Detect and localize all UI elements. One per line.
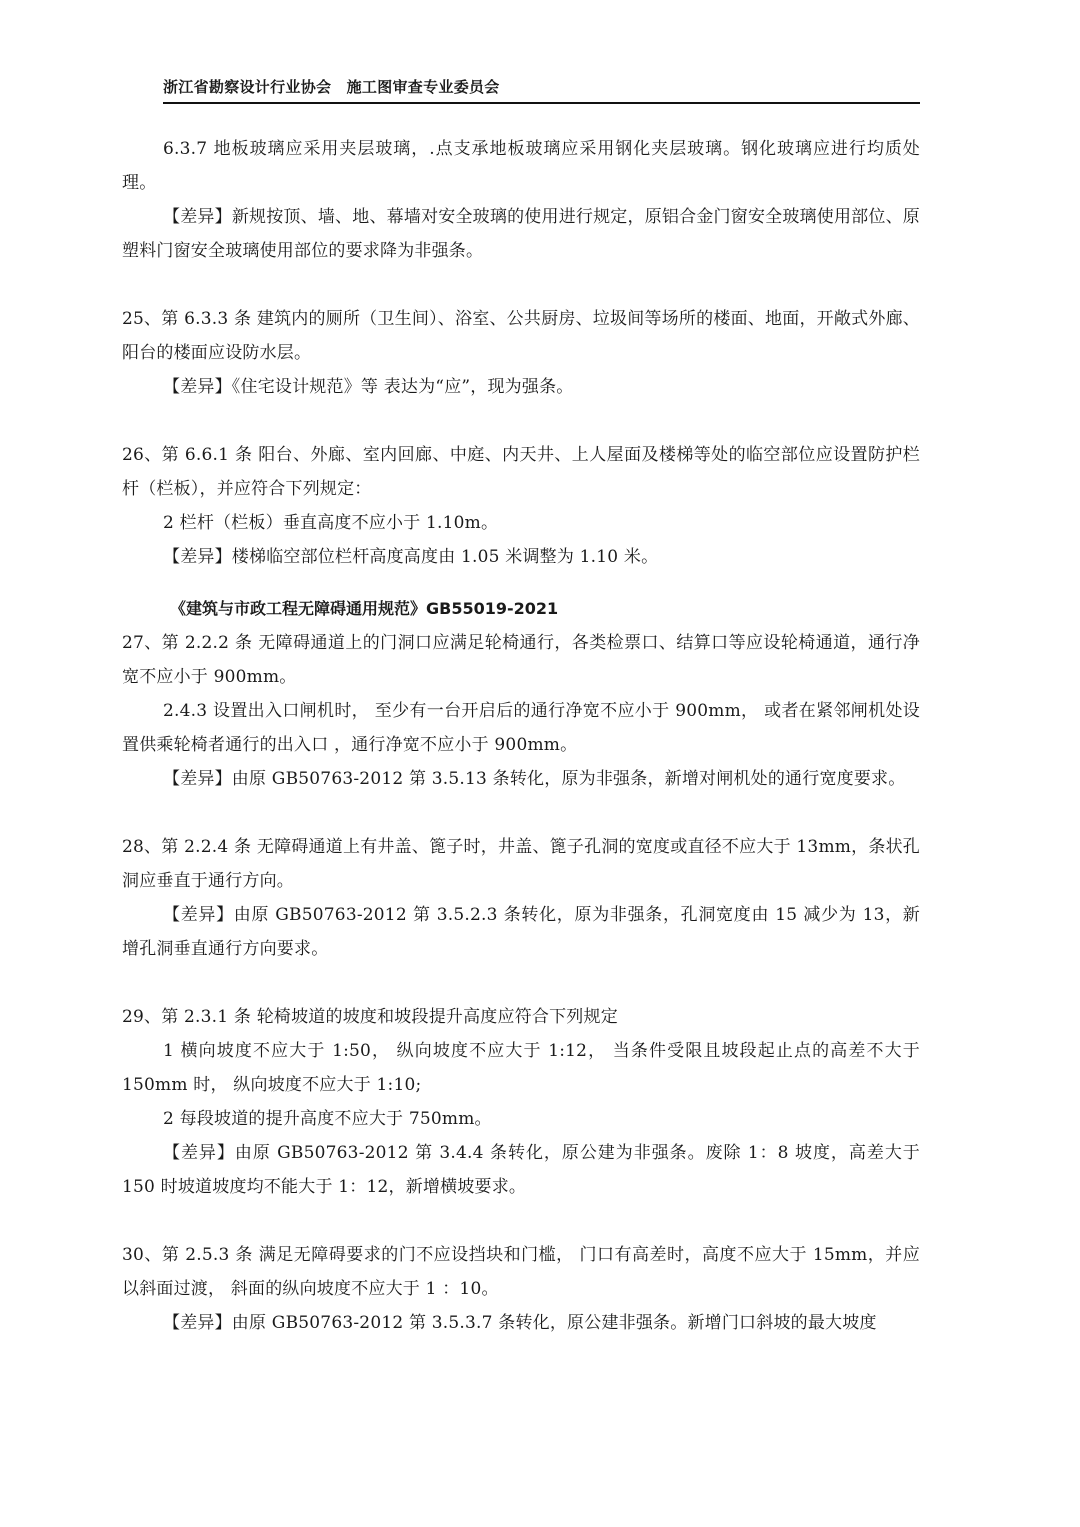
- paragraph: 29、第 2.3.1 条 轮椅坡道的坡度和坡段提升高度应符合下列规定: [122, 1007, 618, 1027]
- paragraph: 【差异】由原 GB50763-2012 第 3.5.2.3 条转化，原为非强条，孔洞宽度由 15 减少为 13，新增孔洞垂直通行方向要求。: [122, 905, 920, 959]
- paragraph: 【差异】《住宅设计规范》等 表达为“应”，现为强条。: [163, 377, 574, 397]
- section-title: 《建筑与市政工程无障碍通用规范》GB55019-2021: [170, 599, 559, 618]
- paragraph: 26、第 6.6.1 条 阳台、外廊、室内回廊、中庭、内天井、上人屋面及楼梯等处的临空部位应设置防护栏杆（栏板），并应符合下列规定：: [122, 445, 920, 499]
- paragraph-gap: [122, 1204, 920, 1238]
- paragraph: 1 横向坡度不应大于 1:50， 纵向坡度不应大于 1:12， 当条件受限且坡段起止点的高差不大于 150mm 时， 纵向坡度不应大于 1:10;: [122, 1041, 920, 1095]
- paragraph-gap: [122, 574, 920, 592]
- paragraph-gap: [122, 796, 920, 830]
- paragraph-gap: [122, 404, 920, 438]
- page-header: [163, 76, 920, 104]
- header-title: 浙江省勘察设计行业协会 施工图审查专业委员会: [163, 78, 500, 96]
- paragraph: 【差异】由原 GB50763-2012 第 3.5.13 条转化，原为非强条，新增对闸机处的通行宽度要求。: [163, 769, 906, 789]
- paragraph-gap: [122, 966, 920, 1000]
- paragraph: 27、第 2.2.2 条 无障碍通道上的门洞口应满足轮椅通行，各类检票口、结算口等应设轮椅通道，通行净宽不应小于 900mm。: [122, 633, 920, 687]
- paragraph: 2.4.3 设置出入口闸机时， 至少有一台开启后的通行净宽不应小于 900mm， 或者在紧邻闸机处设置供乘轮椅者通行的出入口 ，通行净宽不应小于 900mm。: [122, 701, 920, 755]
- paragraph: 【差异】新规按顶、墙、地、幕墙对安全玻璃的使用进行规定，原铝合金门窗安全玻璃使用部位、原塑料门窗安全玻璃使用部位的要求降为非强条。: [122, 207, 920, 261]
- paragraph: 【差异】由原 GB50763-2012 第 3.4.4 条转化，原公建为非强条。废除 1：8 坡度，高差大于 150 时坡道坡度均不能大于 1：12，新增横坡要求。: [122, 1143, 920, 1197]
- paragraph: 25、第 6.3.3 条 建筑内的厕所（卫生间）、浴室、公共厨房、垃圾间等场所的楼面、地面，开敞式外廊、阳台的楼面应设防水层。: [122, 309, 920, 363]
- paragraph: 28、第 2.2.4 条 无障碍通道上有井盖、篦子时，井盖、篦子孔洞的宽度或直径不应大于 13mm，条状孔洞应垂直于通行方向。: [122, 837, 920, 891]
- paragraph: 【差异】楼梯临空部位栏杆高度高度由 1.05 米调整为 1.10 米。: [163, 547, 659, 567]
- document-body: [122, 132, 920, 1340]
- paragraph-gap: [122, 268, 920, 302]
- paragraph: 2 每段坡道的提升高度不应大于 750mm。: [163, 1109, 492, 1129]
- paragraph: 【差异】由原 GB50763-2012 第 3.5.3.7 条转化，原公建非强条。新增门口斜坡的最大坡度: [163, 1313, 877, 1333]
- paragraph: 6.3.7 地板玻璃应采用夹层玻璃，.点支承地板玻璃应采用钢化夹层玻璃。钢化玻璃应进行均质处理。: [122, 139, 920, 193]
- paragraph: 30、第 2.5.3 条 满足无障碍要求的门不应设挡块和门槛， 门口有高差时，高度不应大于 15mm，并应以斜面过渡， 斜面的纵向坡度不应大于 1 ：10。: [122, 1245, 920, 1299]
- paragraph: 2 栏杆（栏板）垂直高度不应小于 1.10m。: [163, 513, 499, 533]
